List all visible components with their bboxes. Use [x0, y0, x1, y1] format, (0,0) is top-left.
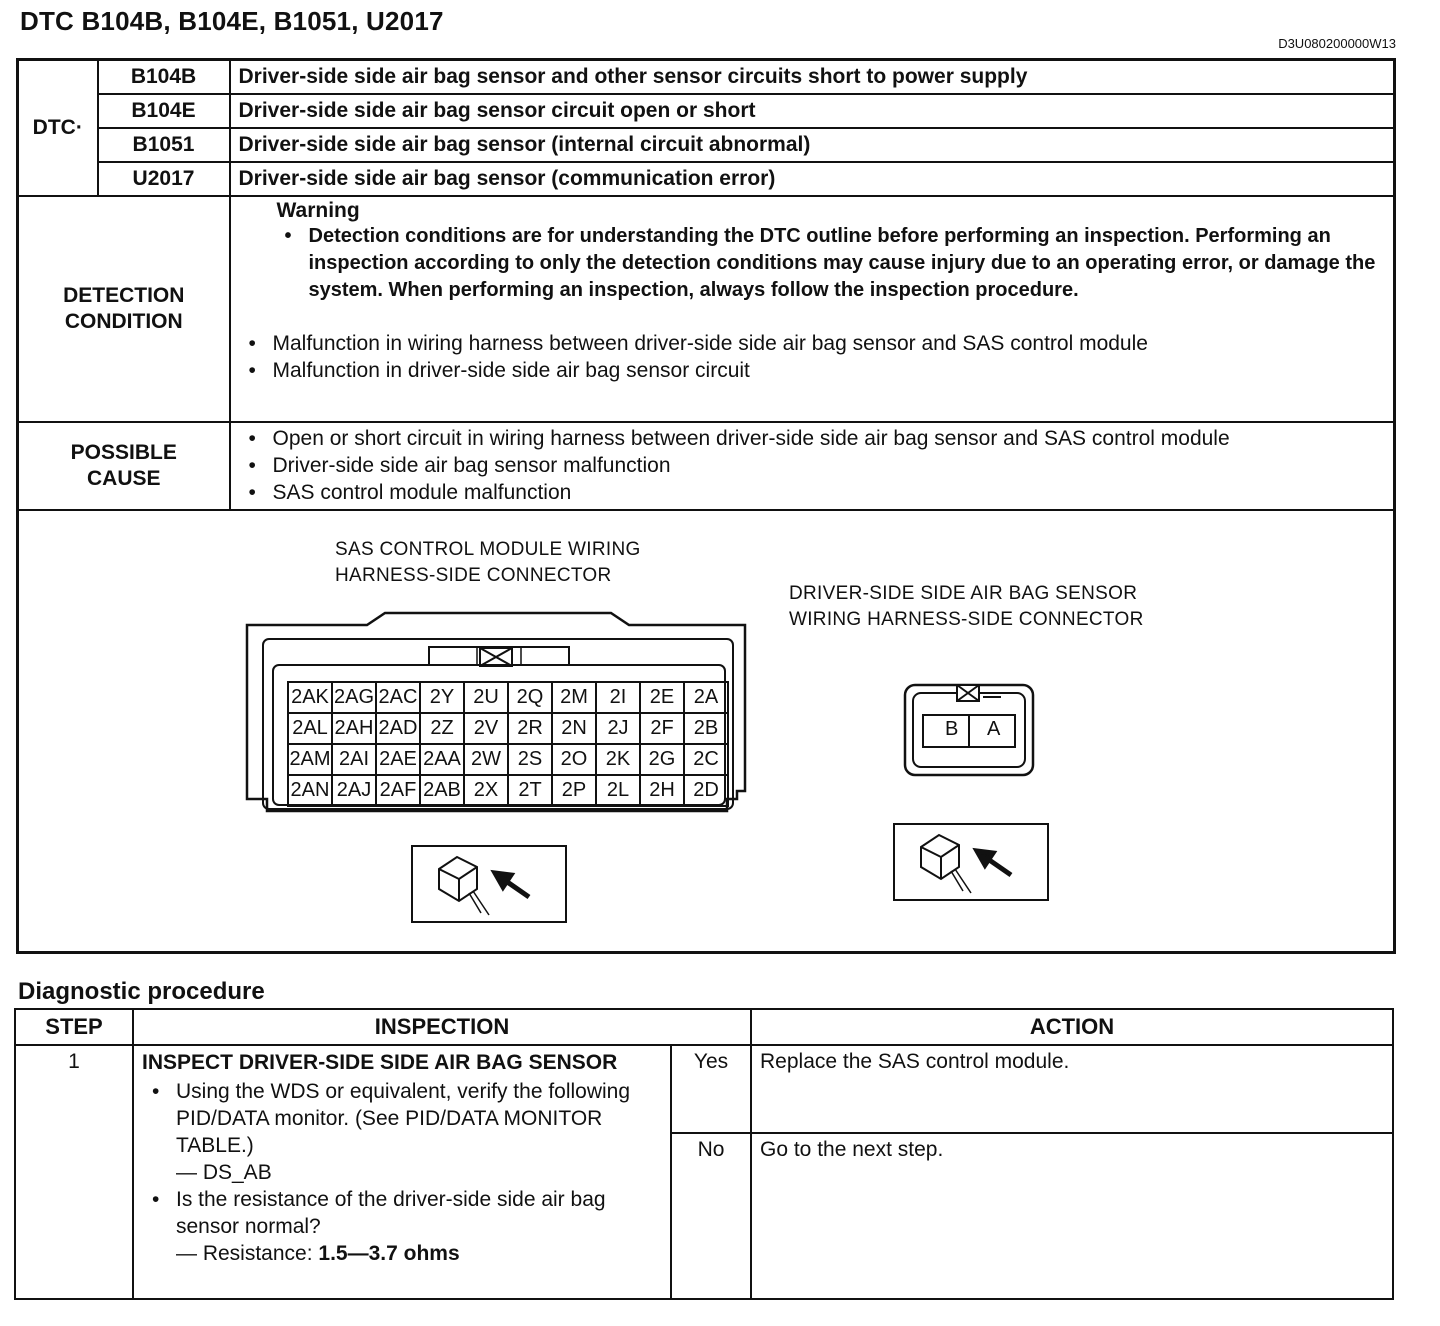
pin: 2B [684, 713, 728, 744]
sensor-pin: A [987, 717, 1001, 740]
cause-list [243, 425, 1394, 506]
pin: 2T [508, 775, 552, 806]
pin: 2J [596, 713, 640, 744]
list-item: • Malfunction in wiring harness between driver-side side air bag sensor and SAS control module [243, 330, 1394, 357]
pin: 2AL [288, 713, 332, 744]
pin: 2N [552, 713, 596, 744]
pin: 2I [596, 682, 640, 713]
yes-label: Yes [671, 1045, 751, 1133]
action-header: ACTION [751, 1009, 1393, 1045]
pin: 2G [640, 744, 684, 775]
connector-diagram [18, 510, 1395, 953]
harness-side-view-icon [893, 823, 1049, 901]
list-item: • Is the resistance of the driver-side side air bag sensor normal? — Resistance: 1.5—3.7 ohms [146, 1186, 664, 1267]
dtc-code: U2017 [98, 162, 230, 196]
pin: 2P [552, 775, 596, 806]
sas-pin-grid [287, 681, 729, 807]
dtc-code: B104E [98, 94, 230, 128]
no-action: Go to the next step. [751, 1133, 1393, 1299]
dtc-code: B1051 [98, 128, 230, 162]
pin: 2AI [332, 744, 376, 775]
pin: 2Z [420, 713, 464, 744]
pin: 2AC [376, 682, 420, 713]
yes-action: Replace the SAS control module. [751, 1045, 1393, 1133]
list-item: • Malfunction in driver-side side air bag sensor circuit [243, 357, 1394, 384]
possible-cause-label: POSSIBLE CAUSE [18, 422, 230, 510]
resistance-spec: — Resistance: 1.5—3.7 ohms [176, 1242, 460, 1265]
list-item: • Driver-side side air bag sensor malfunction [243, 452, 1394, 479]
step-heading: INSPECT DRIVER-SIDE SIDE AIR BAG SENSOR [142, 1051, 618, 1074]
pin: 2S [508, 744, 552, 775]
pin: 2AM [288, 744, 332, 775]
pin: 2U [464, 682, 508, 713]
pin: 2E [640, 682, 684, 713]
pin: 2AF [376, 775, 420, 806]
warning-list [279, 223, 1394, 304]
sensor-pin: B [945, 717, 959, 740]
page-title: DTC B104B, B104E, B1051, U2017 [20, 6, 444, 36]
pin: 2V [464, 713, 508, 744]
step-header: STEP [15, 1009, 133, 1045]
pin: 2D [684, 775, 728, 806]
pin: 2AG [332, 682, 376, 713]
pin: 2R [508, 713, 552, 744]
sensor-connector-label: DRIVER-SIDE SIDE AIR BAG SENSOR WIRING HARNESS-SIDE CONNECTOR [789, 582, 1144, 630]
pin: 2L [596, 775, 640, 806]
pin: 2Y [420, 682, 464, 713]
pin: 2Q [508, 682, 552, 713]
list-item: • Using the WDS or equivalent, verify the following PID/DATA monitor. (See PID/DATA MONITOR TABLE.) — DS_AB [146, 1078, 664, 1186]
pin: 2AK [288, 682, 332, 713]
dtc-description: Driver-side side air bag sensor and other sensor circuits short to power supply [230, 60, 1395, 94]
detection-list [243, 330, 1394, 384]
harness-side-view-icon [411, 845, 567, 923]
inspection-content [133, 1045, 671, 1299]
dtc-description: Driver-side side air bag sensor (internal circuit abnormal) [230, 128, 1395, 162]
dtc-code: B104B [98, 60, 230, 94]
pin: 2K [596, 744, 640, 775]
inspection-header: INSPECTION [133, 1009, 751, 1045]
pin: 2H [640, 775, 684, 806]
pin: 2A [684, 682, 728, 713]
dtc-label-cell: DTC· [18, 60, 98, 196]
pin: 2AH [332, 713, 376, 744]
pin: 2AE [376, 744, 420, 775]
pin: 2AD [376, 713, 420, 744]
pid-name: — DS_AB [176, 1161, 272, 1184]
pin: 2F [640, 713, 684, 744]
detection-condition-label: DETECTION CONDITION [18, 196, 230, 422]
dtc-info-table [16, 58, 1396, 954]
list-item: • Open or short circuit in wiring harness between driver-side side air bag sensor and SAS control module [243, 425, 1394, 452]
pin: 2W [464, 744, 508, 775]
possible-cause-content [230, 422, 1395, 510]
pin: 2M [552, 682, 596, 713]
sas-connector-label: SAS CONTROL MODULE WIRING HARNESS-SIDE CONNECTOR [335, 538, 641, 586]
detection-condition-content [230, 196, 1395, 422]
pin: 2AJ [332, 775, 376, 806]
lock-tab-icon [479, 647, 513, 667]
no-label: No [671, 1133, 751, 1299]
pin: 2C [684, 744, 728, 775]
pin: 2AA [420, 744, 464, 775]
procedure-title: Diagnostic procedure [18, 978, 265, 1005]
diagnostic-procedure-table [14, 1008, 1394, 1300]
pin: 2AB [420, 775, 464, 806]
pin: 2X [464, 775, 508, 806]
list-item: • SAS control module malfunction [243, 479, 1394, 506]
warning-text: • Detection conditions are for understanding the DTC outline before performing an inspection. Performing an inspection according to only the detection conditions may cause injury due to an operating error, or damage the system. When performing an inspection, always follow the inspection procedure. [279, 223, 1394, 304]
dtc-label: DTC [32, 115, 76, 139]
pin: 2O [552, 744, 596, 775]
pin: 2AN [288, 775, 332, 806]
step-number: 1 [15, 1045, 133, 1299]
document-id: D3U080200000W13 [1278, 36, 1396, 51]
dtc-description: Driver-side side air bag sensor circuit open or short [230, 94, 1395, 128]
sensor-connector-outline [903, 681, 1035, 779]
dtc-description: Driver-side side air bag sensor (communication error) [230, 162, 1395, 196]
warning-title: Warning [276, 198, 360, 222]
